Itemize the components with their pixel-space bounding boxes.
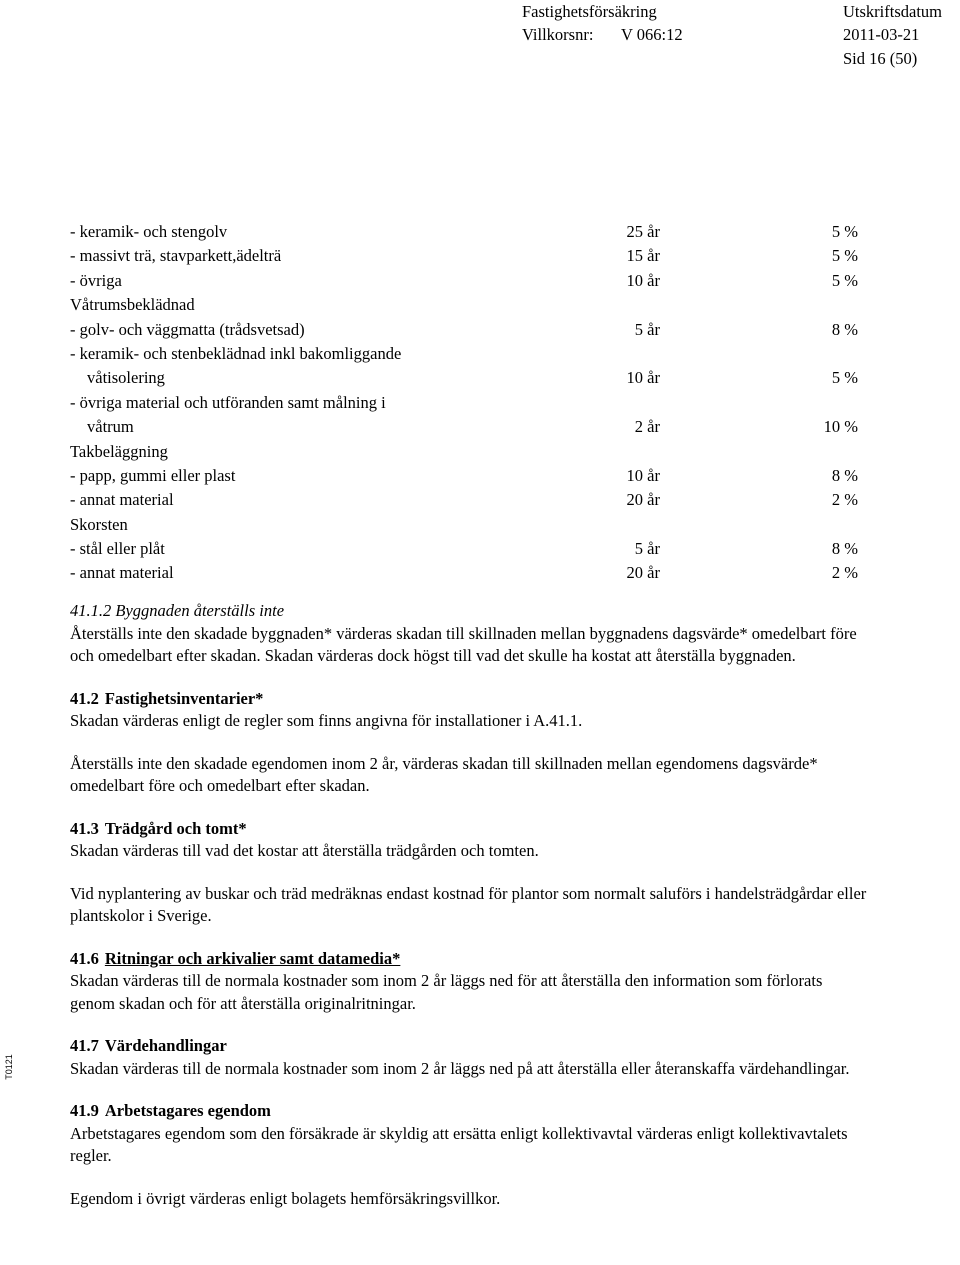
table-row <box>70 269 870 293</box>
table-row <box>70 318 870 342</box>
row-years: 5 år <box>634 319 660 339</box>
page-header <box>0 0 960 80</box>
section-title: Arbetstagares egendom <box>104 1101 271 1120</box>
row-years: 10 år <box>626 368 660 388</box>
section-title: Fastighetsinventarier* <box>104 688 264 708</box>
table-row <box>70 561 870 585</box>
table-row <box>70 293 870 317</box>
table-row <box>70 415 870 439</box>
subsection-heading: 41.1.2 Byggnaden återställs inte <box>70 601 285 620</box>
row-label: - stål eller plåt <box>70 539 165 559</box>
section-heading <box>70 688 870 711</box>
doc-type: Fastighetsförsäkring <box>522 2 657 21</box>
page-number: Sid 16 (50) <box>843 49 918 68</box>
table-row <box>70 537 870 561</box>
section-title: Värdehandlingar <box>104 1036 227 1055</box>
row-years: 5 år <box>634 539 660 559</box>
row-percent: 5 % <box>831 222 858 241</box>
section-number: 41.3 <box>70 818 99 838</box>
paragraph: Arbetstagares egendom som den försäkrade är skyldig att ersätta enligt kollektivavtal värderas enligt kollektivavtalets regler. <box>70 1123 848 1165</box>
paragraph: Skadan värderas enligt de regler som finns angivna för installationer i A.41.1. <box>70 711 583 730</box>
table-row <box>70 366 870 390</box>
terms-number: V 066:12 <box>621 25 683 44</box>
row-percent: 5 % <box>831 246 858 266</box>
table-row <box>70 342 870 366</box>
table-row <box>70 220 870 244</box>
paragraph: Skadan värderas till de normala kostnader som inom 2 år läggs ned på att återställa eller återanskaffa värdehandlingar. <box>70 1058 850 1078</box>
row-label: - massivt trä, stavparkett,ädelträ <box>70 246 282 266</box>
section-heading <box>70 818 870 841</box>
row-percent: 5 % <box>831 368 858 388</box>
section-number: 41.7 <box>70 1036 99 1055</box>
row-label: - övriga material och utföranden samt målning i <box>70 392 386 412</box>
row-years: 10 år <box>626 270 660 290</box>
table-row <box>70 488 870 512</box>
depreciation-table <box>70 220 870 586</box>
document-body <box>70 600 870 1210</box>
row-percent: 2 % <box>831 563 858 583</box>
section-heading <box>70 1035 870 1058</box>
section-number: 41.9 <box>70 1101 99 1120</box>
table-row <box>70 464 870 488</box>
table-row <box>70 244 870 268</box>
row-label: våtisolering <box>87 368 165 388</box>
row-years: 20 år <box>626 563 660 583</box>
row-label: våtrum <box>87 417 134 437</box>
row-percent: 8 % <box>831 539 858 559</box>
row-years: 15 år <box>626 246 660 266</box>
section-heading <box>70 948 870 971</box>
paragraph: Egendom i övrigt värderas enligt bolagets hemförsäkringsvillkor. <box>70 1188 501 1208</box>
row-percent: 8 % <box>831 319 858 339</box>
row-years: 10 år <box>626 465 660 485</box>
print-date: 2011-03-21 <box>843 25 920 44</box>
row-label: - golv- och väggmatta (trådsvetsad) <box>70 319 305 339</box>
section-number: 41.2 <box>70 688 99 708</box>
section-heading <box>70 1100 870 1123</box>
row-label: - annat material <box>70 490 174 510</box>
paragraph: Vid nyplantering av buskar och träd medräknas endast kostnad för plantor som normalt saluförs i handelsträdgårdar eller plantskolor i Sverige. <box>70 883 867 925</box>
row-category: Takbeläggning <box>70 441 168 461</box>
row-percent: 10 % <box>823 417 858 437</box>
print-date-label: Utskriftsdatum <box>843 2 942 21</box>
row-category: Skorsten <box>70 514 128 534</box>
section-title: Ritningar och arkivalier samt datamedia* <box>104 948 401 968</box>
paragraph: Skadan värderas till de normala kostnader som inom 2 år läggs ned för att återställa den information som förlorats genom skadan och för att återställa originalritningar. <box>70 971 823 1013</box>
section-title: Trädgård och tomt* <box>104 818 247 838</box>
row-percent: 5 % <box>831 270 858 290</box>
row-years: 20 år <box>626 490 660 510</box>
side-code: T0121 <box>3 1054 14 1080</box>
row-label: - papp, gummi eller plast <box>70 465 236 485</box>
row-category: Våtrumsbeklädnad <box>70 295 195 315</box>
row-percent: 2 % <box>831 490 858 510</box>
section-number: 41.6 <box>70 948 99 968</box>
row-years: 2 år <box>634 417 660 437</box>
table-row <box>70 513 870 537</box>
paragraph: Återställs inte den skadade byggnaden* värderas skadan till skillnaden mellan byggnadens dagsvärde* omedelbart före och omedelbart efter skadan. Skadan värderas dock högst till vad det skulle ha kostat att återställa byggnaden. <box>70 623 857 665</box>
paragraph: Återställs inte den skadade egendomen inom 2 år, värderas skadan till skillnaden mellan egendomens dagsvärde* omedelbart före och omedelbart efter skadan. <box>70 753 818 795</box>
row-label: - annat material <box>70 563 174 583</box>
row-label: - övriga <box>70 270 122 290</box>
terms-label: Villkorsnr: <box>522 25 594 44</box>
row-label: - keramik- och stengolv <box>70 222 228 241</box>
row-label: - keramik- och stenbeklädnad inkl bakomliggande <box>70 343 402 363</box>
row-percent: 8 % <box>831 465 858 485</box>
paragraph: Skadan värderas till vad det kostar att återställa trädgården och tomten. <box>70 841 539 860</box>
table-row <box>70 391 870 415</box>
table-row <box>70 440 870 464</box>
row-years: 25 år <box>626 222 660 241</box>
